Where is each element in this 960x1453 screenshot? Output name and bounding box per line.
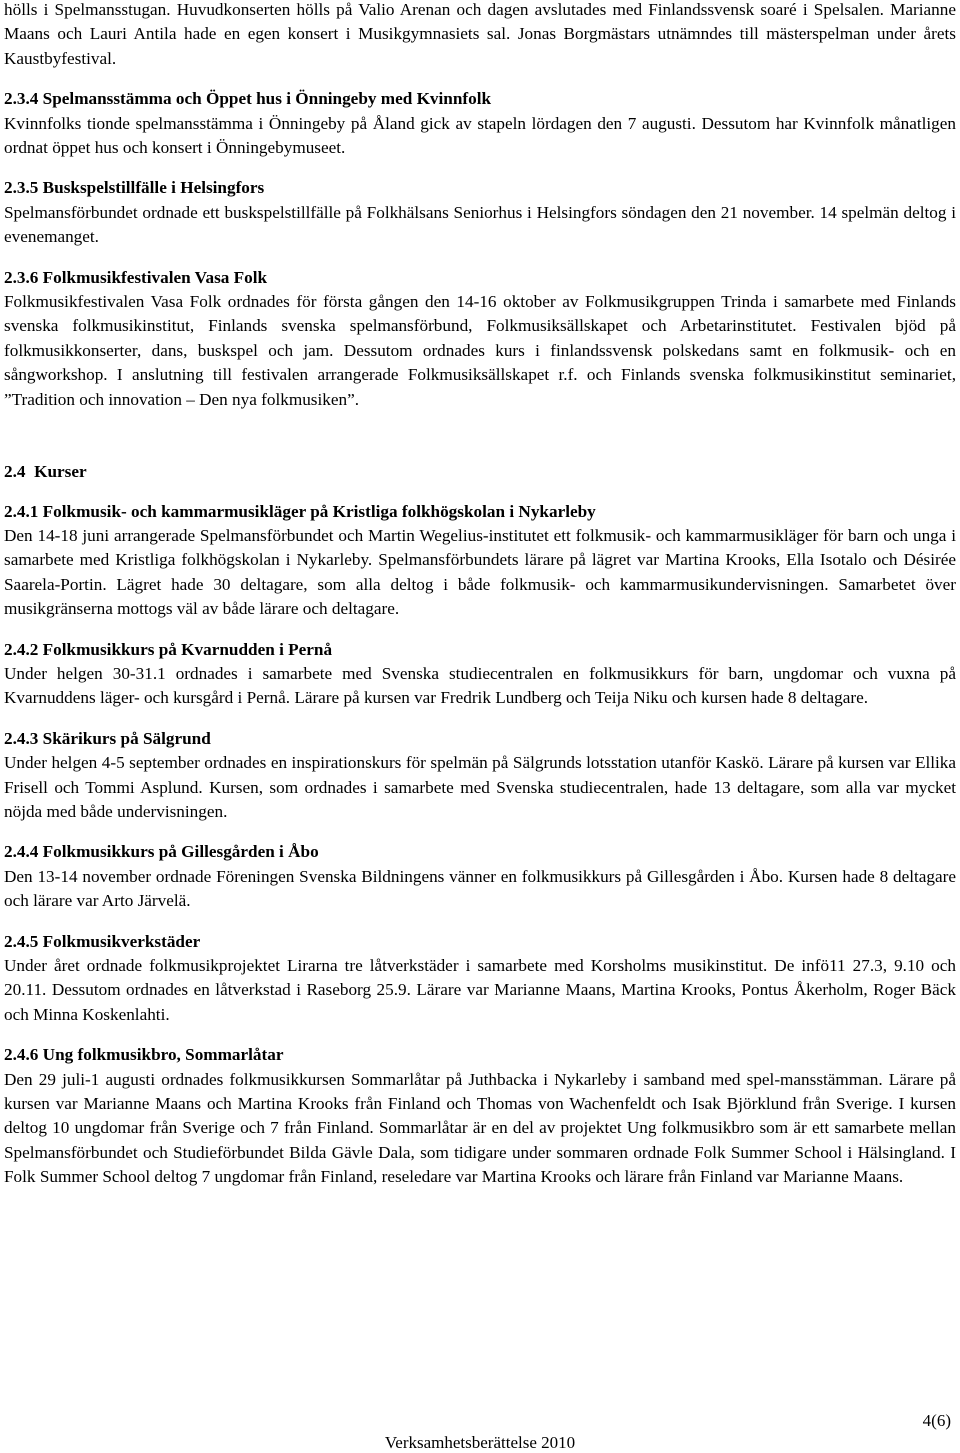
section-paragraph: Den 29 juli-1 augusti ordnades folkmusikkursen Sommarlåtar på Juthbacka i Nykarleby i samband med spel-mansstämman. Lärare på kursen var Marianne Maans och Martina Krooks från Finland och Thomas von Wachenfeldt och Isak Björklund från Sverige. I kursen deltog 10 ungdomar från Sverige och 7 från Finland. Sommarlåtar är en del av projektet Ung folkmusikbro som är ett samarbete mellan Spelmansförbundet och Studieförbundet Bilda Gävle Dala, som tidigare under sommaren ordnade Folk Summer School i Hälsingland. I Folk Summer School deltog 7 ungdomar från Finland, reseledare var Martina Krooks och lärare från Finland var Marianne Maans. — [4, 1069, 956, 1187]
section-2-4-4 — [4, 840, 956, 913]
section-paragraph: Den 14-18 juni arrangerade Spelmansförbundet och Martin Wegelius-institutet ett folkmusik- och kammarmusikläger för barn och unga i samarbete med Kristliga folkhögskolan i Nykarleby. Spelmansförbundets lärare på lägret var Martina Krooks, Ella Isotalo och Désirée Saarela-Portin. Lägret hade 30 deltagare, som alla deltog i både folkmusik- och kammarmusikundervisningen. Samarbetet över musikgränserna mottogs väl av både lärare och deltagare. — [4, 525, 956, 619]
section-heading: 2.4.6 Ung folkmusikbro, Sommarlåtar — [4, 1045, 284, 1065]
intro-paragraph: hölls i Spelmansstugan. Huvudkonserten hölls på Valio Arenan och dagen avslutades med Finlandssvensk soaré i Spelsalen. Marianne Maans och Lauri Antila hade en egen konsert i Musikgymnasiets sal. Jonas Borgmästars utnämndes till mästerspelman under årets Kaustbyfestival. — [4, 0, 956, 68]
section-heading: 2.4.5 Folkmusikverkstäder — [4, 931, 201, 951]
section-2-4-3 — [4, 727, 956, 825]
section-2-4-6 — [4, 1043, 956, 1189]
section-paragraph: Under helgen 4-5 september ordnades en inspirationskurs för spelmän på Sälgrunds lotsstation utanför Kaskö. Lärare på kursen var Ellika Frisell och Tommi Asplund. Kursen, som ordnades i samarbete med Svenska studiecentralen, hade 13 deltagare, som alla var mycket nöjda med både undervisningen. — [4, 753, 956, 821]
footer-document-title: Verksamhetsberättelse 2010 — [384, 1433, 576, 1452]
section-paragraph: Under helgen 30-31.1 ordnades i samarbete med Svenska studiecentralen en folkmusikkurs för barn, ungdomar och vuxna på Kvarnuddens läger- och kursgård i Pernå. Lärare på kursen var Fredrik Lundberg och Teija Niku och kursen hade 8 deltagare. — [4, 663, 956, 708]
section-2-4-5 — [4, 930, 956, 1028]
section-2-4-2 — [4, 638, 956, 711]
chapter-heading: 2.4 Kurser — [4, 462, 87, 482]
section-heading: 2.4.4 Folkmusikkurs på Gillesgården i Åbo — [4, 842, 319, 862]
section-heading: 2.3.6 Folkmusikfestivalen Vasa Folk — [4, 267, 268, 287]
section-2-3-6 — [4, 266, 956, 412]
section-2-3-5 — [4, 176, 956, 249]
section-2-3-4 — [4, 87, 956, 160]
section-heading: 2.3.5 Buskspelstillfälle i Helsingfors — [4, 178, 265, 198]
section-heading: 2.4.2 Folkmusikkurs på Kvarnudden i Pernå — [4, 639, 333, 659]
section-heading: 2.3.4 Spelmansstämma och Öppet hus i Önningeby med Kvinnfolk — [4, 89, 492, 109]
section-paragraph: Kvinnfolks tionde spelmansstämma i Önningeby på Åland gick av stapeln lördagen den 7 augusti. Dessutom har Kvinnfolk månatligen ordnat öppet hus och konsert i Önningebymuseet. — [4, 113, 956, 158]
section-paragraph: Under året ordnade folkmusikprojektet Lirarna tre låtverkstäder i samarbete med Korsholms musikinstitut. De infö11 27.3, 9.10 och 20.11. Dessutom ordnades en låtverkstad i Raseborg 25.9. Lärare var Marianne Maans, Martina Krooks, Pontus Åkerholm, Roger Bäck och Minna Koskenlahti. — [4, 956, 956, 1024]
section-2-4 — [4, 460, 956, 484]
section-paragraph: Spelmansförbundet ordnade ett buskspelstillfälle på Folkhälsans Seniorhus i Helsingfors söndagen den 21 november. 14 spelmän deltog i evenemanget. — [4, 202, 956, 247]
section-2-4-1 — [4, 500, 956, 622]
section-heading: 2.4.3 Skärikurs på Sälgrund — [4, 728, 211, 748]
section-heading: 2.4.1 Folkmusik- och kammarmusikläger på Kristliga folkhögskolan i Nykarleby — [4, 501, 596, 521]
section-paragraph: Folkmusikfestivalen Vasa Folk ordnades för första gången den 14-16 oktober av Folkmusikgruppen Trinda i samarbete med Finlands svenska folkmusikinstitut, Finlands svenska spelmansförbund, Folkmusiksällskapet och Arbetarinstitutet. Festivalen bjöd på folkmusikkonserter, dans, buskspel och jam. Dessutom ordnades kurs i finlandssvensk polskedans samt en folkmusik- och en sångworkshop. I anslutning till festivalen arrangerade Folkmusiksällskapet r.f. och Finlands svenska folkmusikinstitut seminariet, ”Tradition och innovation – Den nya folkmusiken”. — [4, 292, 956, 409]
section-paragraph: Den 13-14 november ordnade Föreningen Svenska Bildningens vänner en folkmusikkurs på Gillesgården i Åbo. Kursen hade 8 deltagare och lärare var Arto Järvelä. — [4, 866, 956, 911]
document-page — [4, 0, 956, 1190]
page-number: 4(6) — [922, 1411, 951, 1430]
